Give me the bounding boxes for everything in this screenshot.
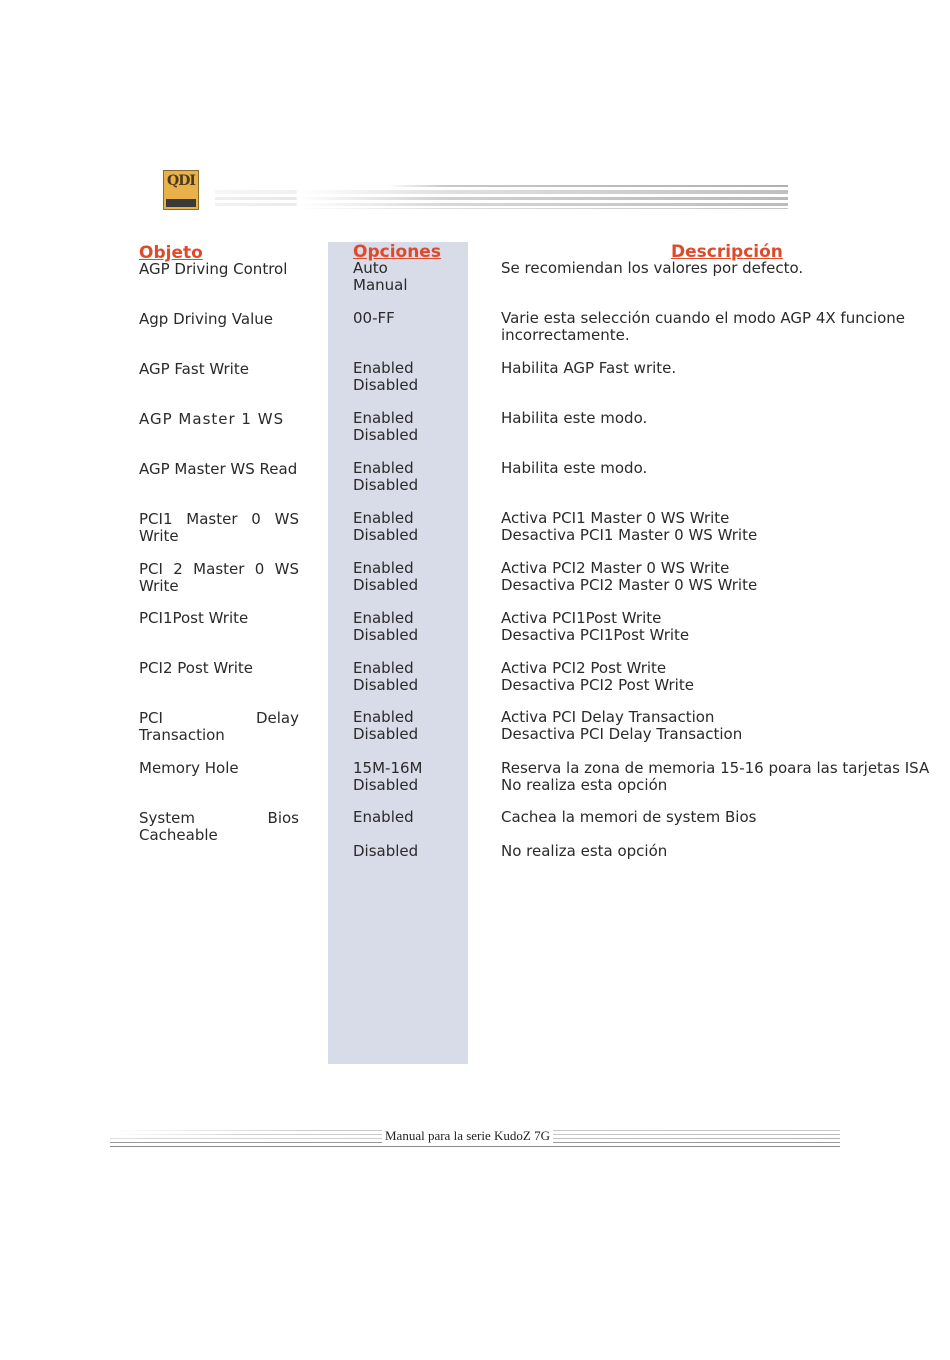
- row-description: Habilita AGP Fast write.: [501, 359, 677, 377]
- row-options: Enabled Disabled: [353, 609, 419, 644]
- row-description: Activa PCI2 Post Write Desactiva PCI2 Post Write: [501, 659, 694, 694]
- row-item: Agp Driving Value: [139, 310, 273, 328]
- row-item: System Bios Cacheable: [139, 809, 299, 844]
- row-item: AGP Fast Write: [139, 360, 249, 378]
- row-item: PCI1Post Write: [139, 609, 249, 627]
- logo-base: [166, 199, 196, 207]
- row-description: Activa PCI Delay Transaction Desactiva PCI Delay Transaction: [501, 708, 743, 743]
- header-objeto: Objeto: [139, 243, 203, 263]
- row-options: Enabled Disabled: [353, 659, 419, 694]
- row-options: Enabled Disabled: [353, 559, 419, 594]
- row-item: AGP Driving Control: [139, 260, 288, 278]
- header-decorative-bar: [215, 183, 788, 211]
- row-description: Varie esta selección cuando el modo AGP 4X funcione incorrectamente.: [501, 309, 906, 344]
- row-options: Enabled Disabled: [353, 409, 419, 444]
- row-options: Enabled Disabled: [353, 359, 419, 394]
- row-options: Auto Manual: [353, 259, 408, 294]
- qdi-logo: [163, 170, 199, 210]
- row-description: Cachea la memori de system Bios: [501, 808, 757, 826]
- row-item: PCI 2 Master 0 WS Write: [139, 560, 299, 595]
- row-options: Enabled Disabled: [353, 509, 419, 544]
- row-options: 00-FF: [353, 309, 395, 327]
- logo-text: QDI: [167, 173, 195, 189]
- row-item: PCI Delay Transaction: [139, 709, 299, 744]
- row-description: Habilita este modo.: [501, 409, 648, 427]
- row-options: Enabled Disabled: [353, 708, 419, 743]
- row-description: No realiza esta opción: [501, 842, 668, 860]
- row-options: Enabled Disabled: [353, 459, 419, 494]
- row-item: AGP Master 1 WS: [139, 410, 285, 428]
- row-item: Memory Hole: [139, 759, 239, 777]
- header-opciones: Opciones: [353, 242, 441, 262]
- row-item: PCI1 Master 0 WS Write: [139, 510, 299, 545]
- row-description: Se recomiendan los valores por defecto.: [501, 259, 804, 277]
- row-description: Activa PCI2 Master 0 WS Write Desactiva PCI2 Master 0 WS Write: [501, 559, 758, 594]
- row-description: Habilita este modo.: [501, 459, 648, 477]
- row-item: AGP Master WS Read: [139, 460, 298, 478]
- row-description: Reserva la zona de memoria 15-16 poara las tarjetas ISA No realiza esta opción: [501, 759, 930, 794]
- row-options: Enabled: [353, 808, 414, 826]
- row-options: Disabled: [353, 842, 419, 860]
- row-options: 15M-16M Disabled: [353, 759, 423, 794]
- header-descripcion: Descripción: [671, 242, 783, 262]
- row-description: Activa PCI1Post Write Desactiva PCI1Post Write: [501, 609, 690, 644]
- footer-text: Manual para la serie KudoZ 7G: [382, 1128, 553, 1144]
- row-description: Activa PCI1 Master 0 WS Write Desactiva PCI1 Master 0 WS Write: [501, 509, 758, 544]
- row-item: PCI2 Post Write: [139, 659, 254, 677]
